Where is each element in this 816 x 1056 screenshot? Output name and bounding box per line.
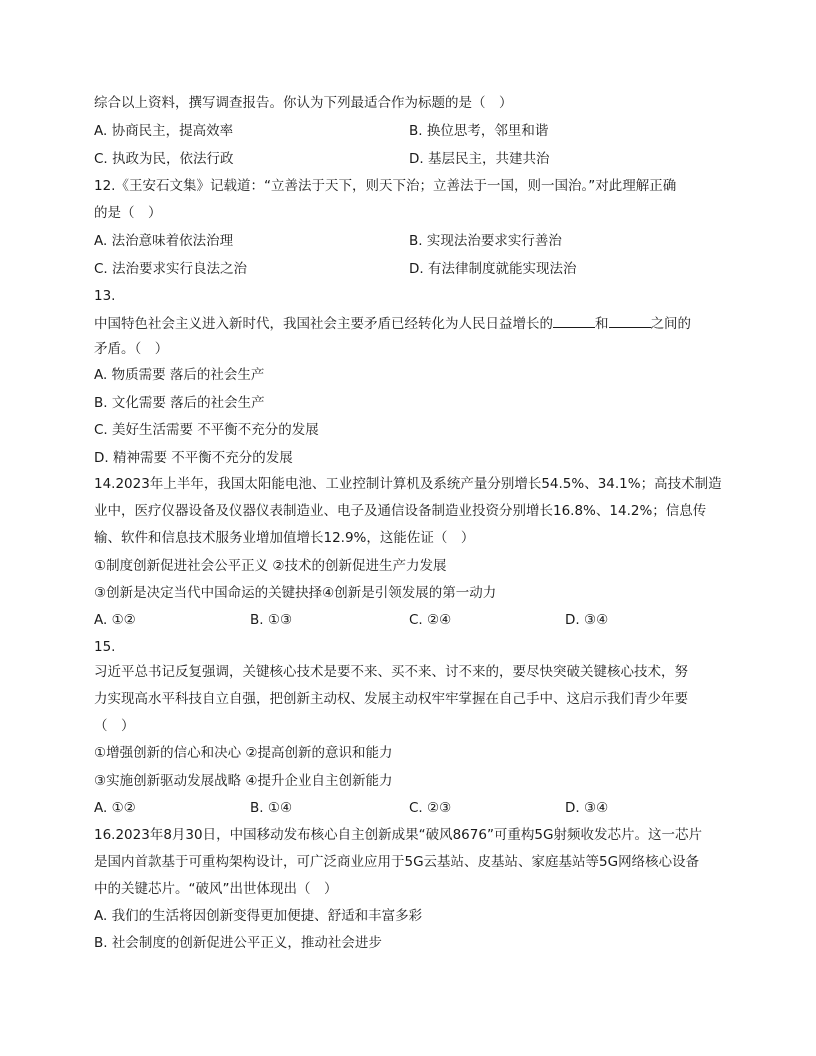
q15-statements-line1: ①增强创新的信心和决心 ②提高创新的意识和能力 [94, 745, 393, 761]
q13-stem-line1 [94, 313, 691, 333]
q16-option-a: A. 我们的生活将因创新变得更加便捷、舒适和丰富多彩 [94, 908, 423, 924]
q14-stem-line3: 输、软件和信息技术服务业增加值增长12.9%，这能佐证（ ） [94, 530, 475, 546]
q15-statements-line2: ③实施创新驱动发展战略 ④提升企业自主创新能力 [94, 773, 393, 789]
q14-option-a: A. ①② [94, 612, 136, 628]
q13-option-d: D. 精神需要 不平衡不充分的发展 [94, 450, 293, 466]
q15-option-c: C. ②③ [409, 800, 452, 816]
q14-option-d: D. ③④ [565, 612, 609, 628]
q14-stem-line1: 14.2023年上半年，我国太阳能电池、工业控制计算机及系统产量分别增长54.5%、34.1%；高技术制造 [94, 476, 722, 492]
q12-option-d: D. 有法律制度就能实现法治 [409, 261, 577, 277]
q11-stem: 综合以上资料，撰写调查报告。你认为下列最适合作为标题的是（ ） [94, 95, 513, 111]
q11-option-c: C. 执政为民，依法行政 [94, 151, 234, 167]
q16-option-b: B. 社会制度的创新促进公平正义，推动社会进步 [94, 935, 382, 951]
q14-option-b: B. ①③ [250, 612, 293, 628]
q15-stem-line1: 习近平总书记反复强调，关键核心技术是要不来、买不来、讨不来的，要尽快突破关键核心技术，努 [94, 664, 688, 680]
q12-stem-line1: 12.《王安石文集》记载道：“立善法于天下，则天下治；立善法于一国，则一国治。”对此理解正确 [94, 178, 677, 194]
q16-stem-line1: 16.2023年8月30日，中国移动发布核心自主创新成果“破风8676”可重构5G射频收发芯片。这一芯片 [94, 827, 702, 843]
q13-option-c: C. 美好生活需要 不平衡不充分的发展 [94, 422, 319, 438]
q12-option-b: B. 实现法治要求实行善治 [409, 233, 562, 249]
q13-stem-part3: 之间的 [650, 316, 691, 332]
q13-option-a: A. 物质需要 落后的社会生产 [94, 367, 265, 383]
q13-stem-part1: 中国特色社会主义进入新时代，我国社会主要矛盾已经转化为人民日益增长的 [94, 316, 553, 332]
q11-option-d: D. 基层民主，共建共治 [409, 151, 550, 167]
q15-stem-line2: 力实现高水平科技自立自强，把创新主动权、发展主动权牢牢掌握在自己手中、这启示我们青少年要 [94, 691, 688, 707]
q12-stem-line2: 的是（ ） [94, 205, 162, 221]
q15-option-a: A. ①② [94, 800, 136, 816]
q12-option-a: A. 法治意味着依法治理 [94, 233, 234, 249]
q12-option-c: C. 法治要求实行良法之治 [94, 261, 248, 277]
q15-stem-line3: （ ） [94, 718, 135, 734]
q14-stem-line2: 业中，医疗仪器设备及仪器仪表制造业、电子及通信设备制造业投资分别增长16.8%、14.2%；信息传 [94, 503, 707, 519]
q15-option-d: D. ③④ [565, 800, 609, 816]
q11-option-a: A. 协商民主，提高效率 [94, 123, 234, 139]
q14-statements-line1: ①制度创新促进社会公平正义 ②技术的创新促进生产力发展 [94, 558, 447, 574]
q13-stem-part2: 和 [595, 316, 609, 332]
q16-stem-line3: 中的关键芯片。“破风”出世体现出（ ） [94, 881, 338, 897]
q16-stem-line2: 是国内首款基于可重构架构设计，可广泛商业应用于5G云基站、皮基站、家庭基站等5G网络核心设备 [94, 854, 700, 870]
q14-option-c: C. ②④ [409, 612, 452, 628]
q13-number: 13. [94, 288, 116, 304]
q15-number: 15. [94, 639, 116, 655]
answer-blank [553, 313, 595, 328]
q14-statements-line2: ③创新是决定当代中国命运的关键抉择④创新是引领发展的第一动力 [94, 585, 497, 601]
answer-blank [609, 313, 651, 328]
q11-option-b: B. 换位思考，邻里和谐 [409, 123, 549, 139]
q15-option-b: B. ①④ [250, 800, 293, 816]
q13-option-b: B. 文化需要 落后的社会生产 [94, 395, 265, 411]
q13-stem-line2: 矛盾。（ ） [94, 341, 169, 357]
